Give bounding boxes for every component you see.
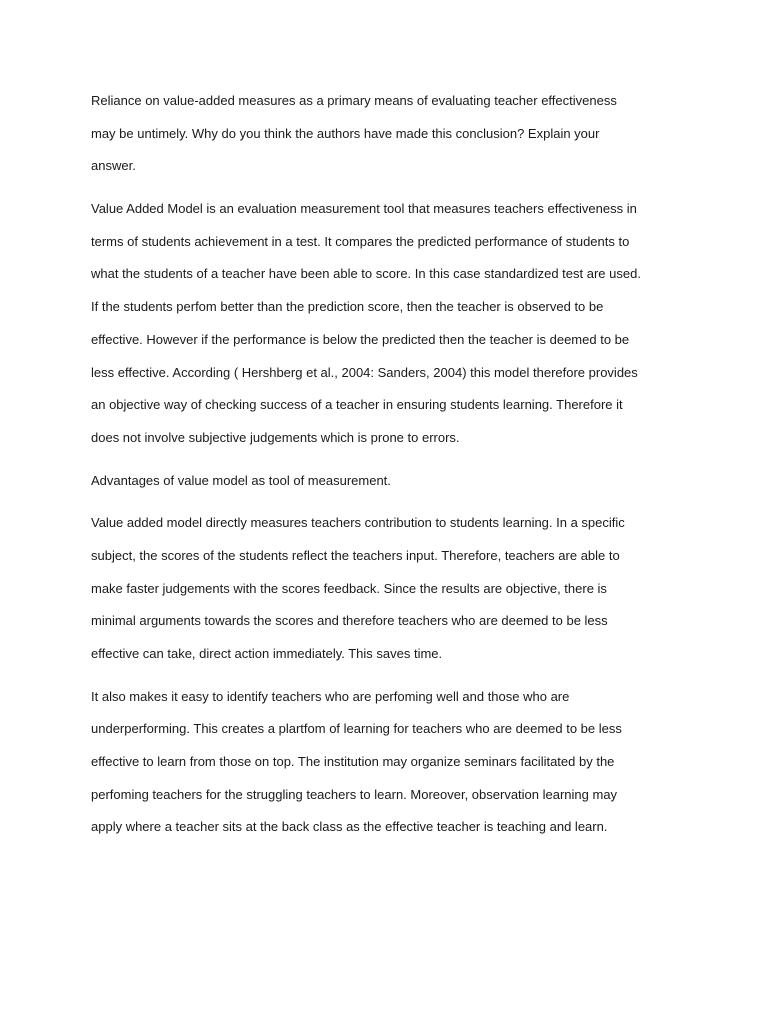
text-line: an objective way of checking success of a teacher in ensuring students learning. Therefore it [91, 397, 623, 413]
text-line: may be untimely. Why do you think the authors have made this conclusion? Explain your [91, 125, 600, 141]
text-line: Reliance on value-added measures as a primary means of evaluating teacher effectiveness [91, 93, 617, 108]
text-line: effective. However if the performance is below the predicted then the teacher is deemed to be [91, 331, 630, 347]
text-line: apply where a teacher sits at the back class as the effective teacher is teaching and learn. [91, 819, 608, 835]
text-line: does not involve subjective judgements which is prone to errors. [91, 429, 460, 445]
text-line: effective can take, direct action immediately. This saves time. [91, 646, 443, 661]
document-body [91, 85, 691, 854]
text-line: If the students perfom better than the prediction score, then the teacher is observed to be [91, 299, 604, 315]
text-line: terms of students achievement in a test. It compares the predicted performance of students to [91, 233, 630, 249]
text-line: answer. [91, 158, 136, 174]
text-line: make faster judgements with the scores feedback. Since the results are objective, there is [91, 580, 607, 596]
text-line: what the students of a teacher have been able to score. In this case standardized test are used. [91, 266, 641, 282]
paragraph-advantages-1 [91, 507, 691, 670]
paragraph-question [91, 85, 691, 183]
text-line: Advantages of value model as tool of measurement. [91, 472, 391, 488]
text-line: underperforming. This creates a plartfom of learning for teachers who are deemed to be less [91, 721, 622, 737]
paragraph-heading [91, 465, 691, 498]
text-line: less effective. According ( Hershberg et al., 2004: Sanders, 2004) this model therefore provides [91, 364, 638, 380]
text-line: effective to learn from those on top. The institution may organize seminars facilitated by the [91, 754, 615, 770]
text-line: minimal arguments towards the scores and therefore teachers who are deemed to be less [91, 613, 608, 629]
text-line: Value added model directly measures teachers contribution to students learning. In a specific [91, 515, 625, 531]
text-line: perfoming teachers for the struggling teachers to learn. Moreover, observation learning may [91, 786, 618, 802]
paragraph-definition [91, 193, 691, 455]
paragraph-advantages-2 [91, 681, 691, 844]
text-line: Value Added Model is an evaluation measurement tool that measures teachers effectiveness in [91, 201, 637, 217]
text-line: subject, the scores of the students reflect the teachers input. Therefore, teachers are able to [91, 547, 620, 563]
text-line: It also makes it easy to identify teachers who are perfoming well and those who are [91, 688, 570, 704]
